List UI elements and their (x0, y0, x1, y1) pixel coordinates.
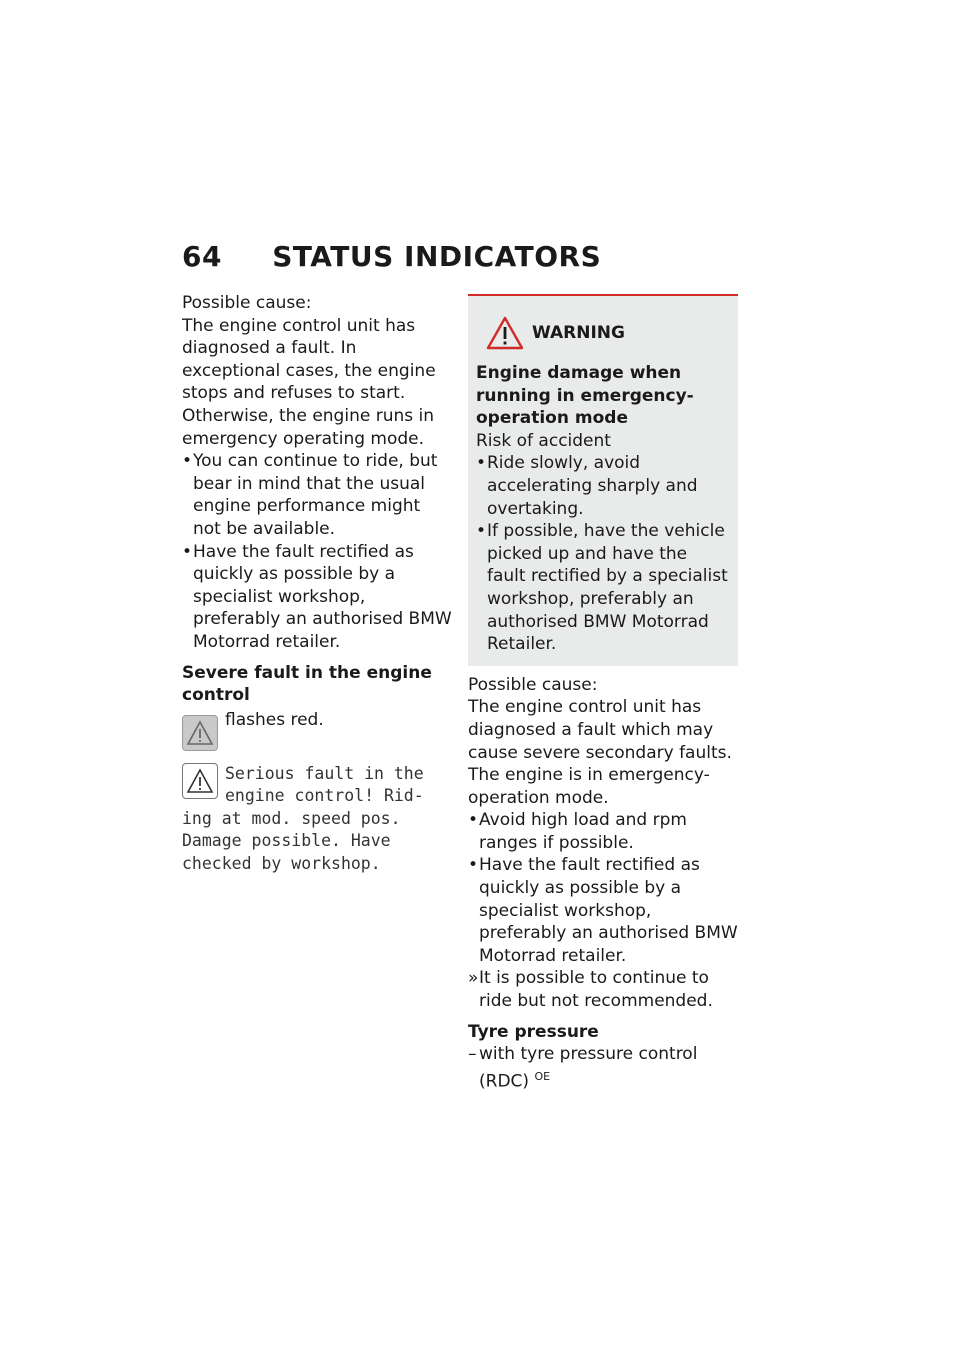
list-item: • If possible, have the vehicle picked up and have the fault rectified by a specialist workshop, preferably an authorised BMW Motorrad Retailer. (476, 520, 730, 656)
result-list (468, 967, 738, 1012)
page-header (182, 240, 601, 273)
page-number: 64 (182, 240, 222, 273)
display-line: engine control! Rid- (225, 786, 424, 806)
list-item (468, 1043, 738, 1093)
list-item: • You can continue to ride, but bear in mind that the usual engine performance might not be available. (182, 450, 452, 540)
display-line: ing at mod. speed pos. Damage possible. Have checked by workshop. (182, 808, 401, 874)
warning-triangle-icon (486, 316, 524, 350)
section-heading: Tyre pressure (468, 1021, 599, 1042)
list-item: • Avoid high load and rpm ranges if possible. (468, 809, 738, 854)
cause-text: The engine control unit has diagnosed a fault which may cause severe secondary faults. The engine is in emergency-operation mode. (468, 697, 732, 808)
oe-badge: OE (534, 1069, 551, 1083)
page-title: STATUS INDICATORS (272, 240, 602, 273)
warning-label: WARNING (532, 322, 625, 343)
left-column (182, 292, 452, 876)
warning-title: Engine damage when running in emergency-operation mode (476, 363, 694, 429)
warning-subtitle: Risk of accident (476, 430, 611, 451)
list-item: • Have the fault rectified as quickly as possible by a specialist workshop, preferably an authorised BMW Motorrad retailer. (182, 541, 452, 654)
bullet-list (468, 809, 738, 967)
right-column (468, 294, 738, 1093)
warning-bullets (476, 452, 730, 655)
bullet-list (182, 450, 452, 653)
warning-box (468, 294, 738, 666)
cause-text: The engine control unit has diagnosed a fault. In exceptional cases, the engine stops and refuses to start. Otherwise, the engine runs in emergency operating mode. (182, 315, 436, 449)
list-item: • Have the fault rectified as quickly as possible by a specialist workshop, preferably an authorised BMW Motorrad retailer. (468, 854, 738, 967)
option-text: with tyre pressure control (RDC) (479, 1044, 698, 1092)
indicator-text: flashes red. (225, 709, 324, 730)
indicator-row (182, 709, 452, 751)
display-message (182, 763, 452, 876)
list-item: • Ride slowly, avoid accelerating sharply and overtaking. (476, 452, 730, 520)
cause-label: Possible cause: (468, 674, 598, 695)
result-item: » It is possible to continue to ride but not recommended. (468, 967, 738, 1012)
display-line: Serious fault in the (225, 763, 424, 783)
section-heading: Severe fault in the engine control (182, 662, 432, 706)
option-list (468, 1043, 738, 1093)
cause-label: Possible cause: (182, 293, 312, 313)
warning-triangle-icon (182, 715, 218, 751)
warning-triangle-icon (182, 763, 218, 799)
